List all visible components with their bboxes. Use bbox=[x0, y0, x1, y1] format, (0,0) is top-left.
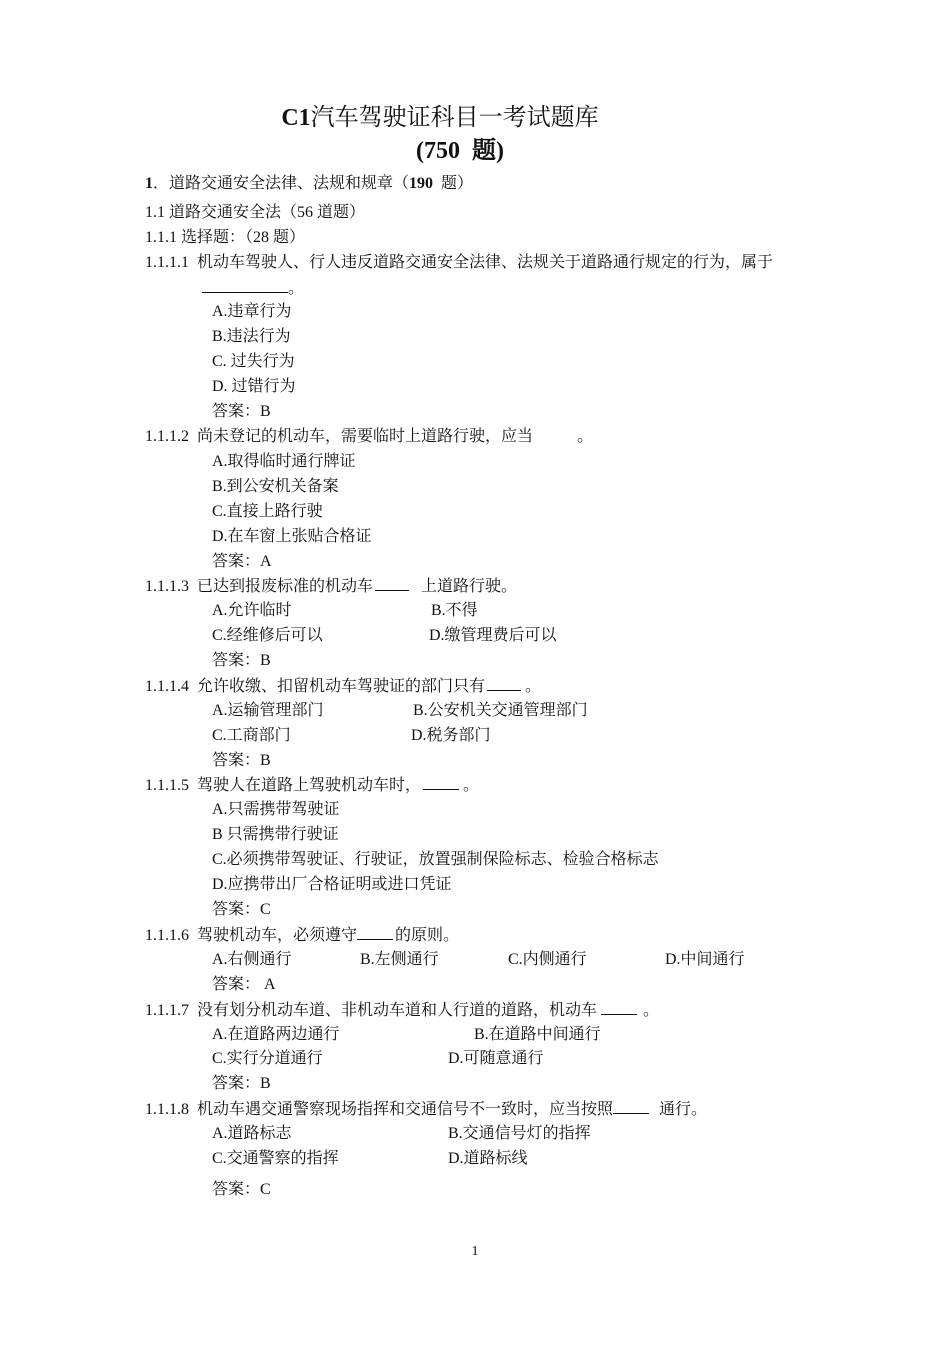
question-7-stem: 1.1.1.7 没有划分机动车道、非机动车道和人行道的道路，机动车 。 bbox=[145, 1002, 660, 1019]
option-b: B.在道路中间通行 bbox=[474, 1026, 601, 1043]
option-a: A.违章行为 bbox=[212, 303, 292, 320]
option-d: D.中间通行 bbox=[665, 951, 745, 968]
option-d: D.可随意通行 bbox=[448, 1050, 544, 1067]
answer-blank bbox=[375, 576, 409, 591]
answer: 答案：C bbox=[212, 1181, 271, 1198]
option-a: A.右侧通行 bbox=[212, 951, 292, 968]
document-title: C1汽车驾驶证科目一考试题库 bbox=[281, 105, 599, 131]
option-c: C.直接上路行驶 bbox=[212, 503, 323, 520]
answer-blank bbox=[613, 1099, 649, 1114]
question-8-stem: 1.1.1.8 机动车遇交通警察现场指挥和交通信号不一致时，应当按照 通行。 bbox=[145, 1101, 708, 1118]
answer: 答案：B bbox=[212, 652, 271, 669]
section-heading-1-1: 1.1 道路交通安全法（56 道题） bbox=[145, 204, 366, 221]
question-1-stem-cont: 。 bbox=[202, 278, 304, 299]
answer: 答案：C bbox=[212, 901, 271, 918]
option-a: A.运输管理部门 bbox=[212, 702, 324, 719]
question-4-stem: 1.1.1.4 允许收缴、扣留机动车驾驶证的部门只有 。 bbox=[145, 678, 542, 695]
section-heading-1: 1．道路交通安全法律、法规和规章（190 题） bbox=[145, 175, 474, 192]
option-d: D. 过错行为 bbox=[212, 378, 296, 395]
option-d: D.缴管理费后可以 bbox=[429, 627, 557, 644]
option-b: B 只需携带行驶证 bbox=[212, 826, 339, 843]
option-a: A.取得临时通行牌证 bbox=[212, 453, 356, 470]
question-3-stem: 1.1.1.3 已达到报废标准的机动车 上道路行驶。 bbox=[145, 578, 518, 595]
option-b: B.公安机关交通管理部门 bbox=[413, 702, 588, 719]
option-c: C.工商部门 bbox=[212, 727, 291, 744]
answer: 答案：B bbox=[212, 403, 271, 420]
option-b: B.不得 bbox=[431, 602, 478, 619]
option-d: D.应携带出厂合格证明或进口凭证 bbox=[212, 876, 452, 893]
option-b: B.到公安机关备案 bbox=[212, 478, 339, 495]
option-a: A.在道路两边通行 bbox=[212, 1026, 340, 1043]
question-1-stem: 1.1.1.1 机动车驾驶人、行人违反道路交通安全法律、法规关于道路通行规定的行为，属于 bbox=[145, 254, 774, 271]
option-a: A.允许临时 bbox=[212, 602, 292, 619]
option-a: A.道路标志 bbox=[212, 1125, 292, 1142]
option-d: D.在车窗上张贴合格证 bbox=[212, 528, 372, 545]
option-c: C.内侧通行 bbox=[508, 951, 587, 968]
section-heading-1-1-1: 1.1.1 选择题：（28 题） bbox=[145, 229, 306, 246]
answer-blank bbox=[487, 676, 521, 691]
option-c: C.实行分道通行 bbox=[212, 1050, 323, 1067]
answer-blank bbox=[357, 925, 393, 940]
answer-blank bbox=[202, 278, 288, 293]
page-number: 1 bbox=[471, 1244, 479, 1259]
option-d: D.道路标线 bbox=[448, 1150, 528, 1167]
answer: 答案：B bbox=[212, 1075, 271, 1092]
question-2-stem: 1.1.1.2 尚未登记的机动车，需要临时上道路行驶，应当 。 bbox=[145, 428, 594, 445]
option-a: A.只需携带驾驶证 bbox=[212, 801, 340, 818]
answer: 答案：A bbox=[212, 553, 272, 570]
answer: 答案：B bbox=[212, 752, 271, 769]
option-b: B.违法行为 bbox=[212, 328, 291, 345]
answer-blank bbox=[601, 1000, 637, 1015]
option-c: C.经维修后可以 bbox=[212, 627, 323, 644]
question-5-stem: 1.1.1.5 驾驶人在道路上驾驶机动车时， 。 bbox=[145, 777, 480, 794]
option-c: C.交通警察的指挥 bbox=[212, 1150, 339, 1167]
option-b: B.交通信号灯的指挥 bbox=[448, 1125, 591, 1142]
option-d: D.税务部门 bbox=[411, 727, 491, 744]
option-b: B.左侧通行 bbox=[360, 951, 439, 968]
question-6-stem: 1.1.1.6 驾驶机动车，必须遵守 的原则。 bbox=[145, 927, 460, 944]
option-c: C. 过失行为 bbox=[212, 353, 295, 370]
answer-blank bbox=[423, 775, 459, 790]
document-subtitle: (750 题) bbox=[416, 138, 504, 164]
option-c: C.必须携带驾驶证、行驶证，放置强制保险标志、检验合格标志 bbox=[212, 851, 659, 868]
answer: 答案： A bbox=[212, 976, 276, 993]
